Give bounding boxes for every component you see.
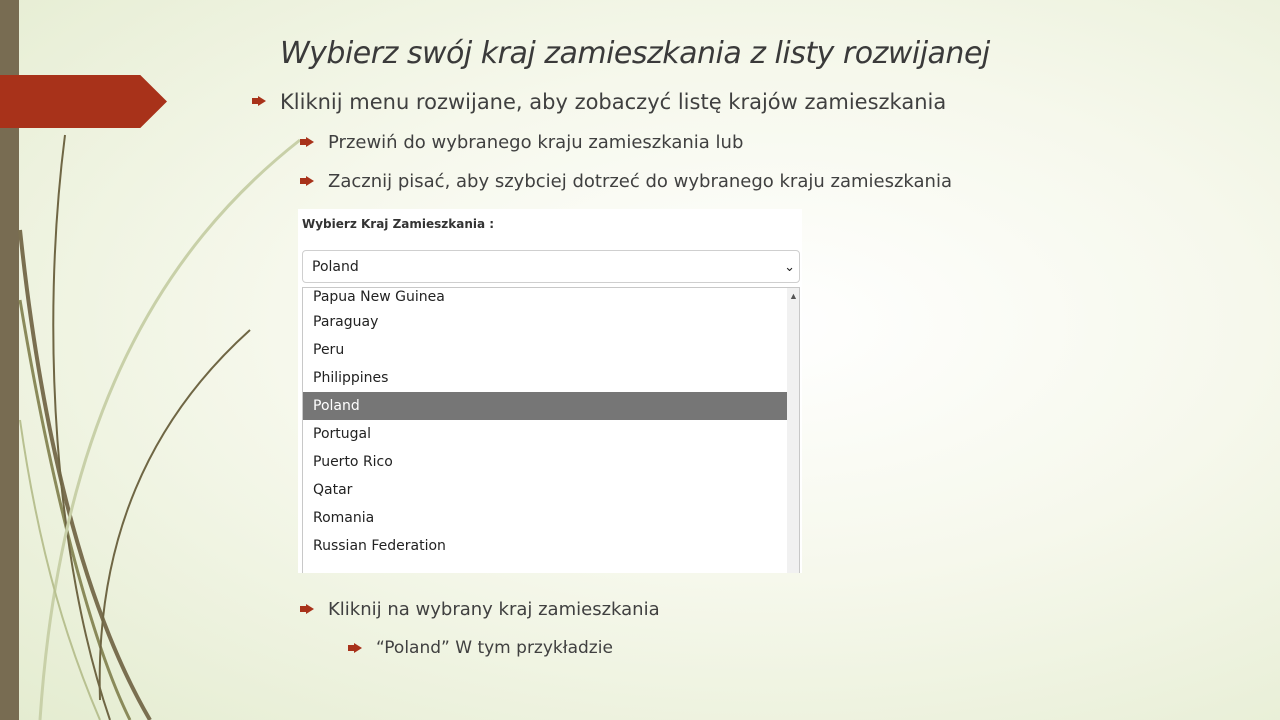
bullet-2 (306, 132, 743, 153)
scroll-up-icon[interactable]: ▲ (789, 291, 798, 301)
bullet-5-text: “Poland” W tym przykładzie (376, 638, 613, 658)
dropdown-option[interactable]: Portugal (313, 426, 371, 442)
dropdown-option[interactable]: Russian Federation (313, 538, 446, 554)
bullet-5 (354, 638, 613, 658)
country-label: Wybierz Kraj Zamieszkania : (302, 217, 495, 231)
dropdown-option[interactable]: Papua New Guinea (313, 289, 445, 305)
dropdown-option[interactable]: Philippines (313, 370, 389, 386)
bullet-2-text: Przewiń do wybranego kraju zamieszkania lub (328, 132, 744, 153)
bullet-3 (306, 171, 952, 192)
country-select-value: Poland (312, 258, 359, 275)
slide-title: Wybierz swój kraj zamieszkania z listy rozwijanej (280, 36, 990, 71)
dropdown-scrollbar[interactable] (787, 288, 799, 573)
bullet-arrow-icon (306, 137, 314, 147)
dropdown-option-selected[interactable]: Poland (303, 392, 789, 420)
dropdown-option[interactable]: Romania (313, 510, 375, 526)
embedded-form-screenshot (298, 209, 802, 573)
bullet-1-text: Kliknij menu rozwijane, aby zobaczyć listę krajów zamieszkania (280, 90, 947, 114)
bullet-arrow-icon (354, 643, 362, 653)
country-select[interactable] (302, 250, 800, 283)
country-dropdown-list (302, 287, 800, 573)
chevron-down-icon: ⌄ (784, 258, 795, 274)
bullet-arrow-icon (306, 604, 314, 614)
dropdown-option[interactable]: Paraguay (313, 314, 379, 330)
bullet-arrow-icon (258, 96, 266, 106)
bullet-3-text: Zacznij pisać, aby szybciej dotrzeć do wybranego kraju zamieszkania (328, 171, 952, 192)
bullet-1 (258, 90, 946, 114)
bullet-4-text: Kliknij na wybrany kraj zamieszkania (328, 599, 660, 620)
dropdown-option[interactable]: Puerto Rico (313, 454, 393, 470)
bullet-arrow-icon (306, 176, 314, 186)
bullet-4 (306, 599, 660, 620)
dropdown-option[interactable]: Qatar (313, 482, 353, 498)
dropdown-option[interactable]: Peru (313, 342, 345, 358)
